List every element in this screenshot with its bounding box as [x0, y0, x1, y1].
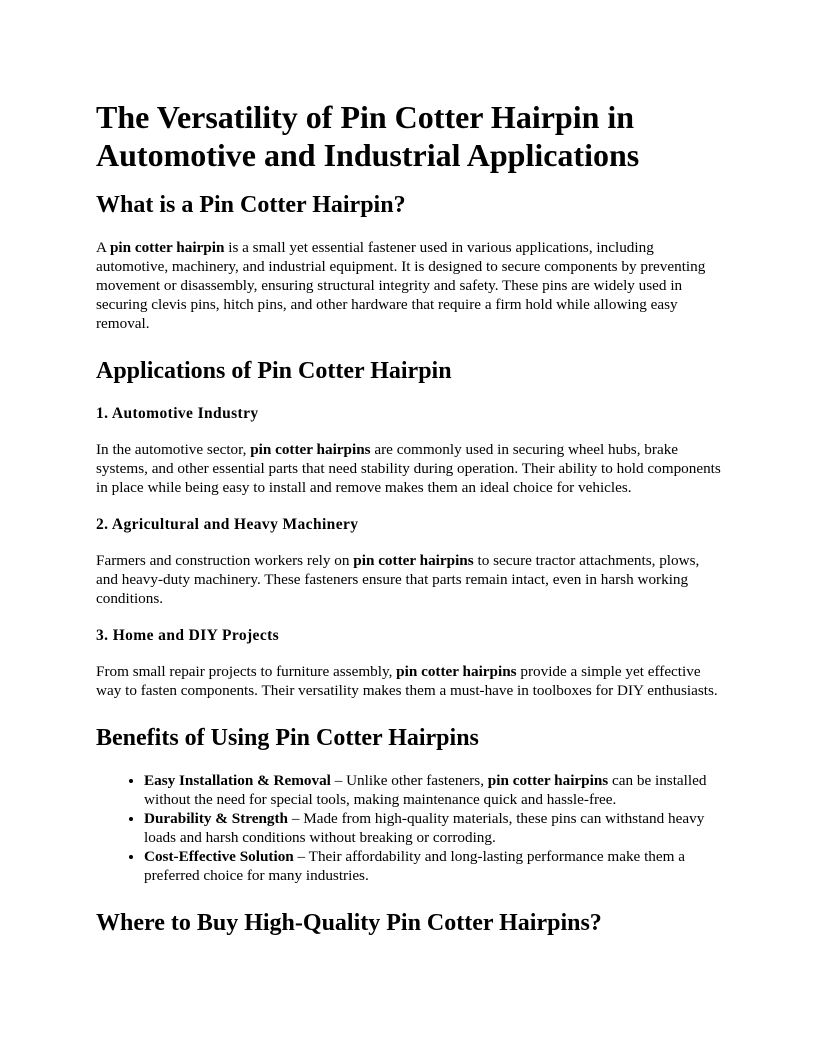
section-heading-where: Where to Buy High-Quality Pin Cotter Hairpins? [96, 910, 602, 936]
section-heading-benefits: Benefits of Using Pin Cotter Hairpins [96, 725, 479, 751]
subheading-automotive: 1. Automotive Industry [96, 405, 259, 422]
list-item [144, 771, 722, 809]
benefits-list [96, 771, 722, 885]
bold-term: Durability & Strength [144, 810, 289, 827]
paragraph-home-diy [96, 662, 722, 700]
text-run: to secure tractor attachments, plows, and heavy-duty machinery. These fasteners ensure that parts remain intact, even in harsh working conditions. [96, 552, 700, 607]
text-run: is a small yet essential fastener used in various applications, including automotive, machinery, and industrial equipment. It is designed to secure components by preventing movement or disassembly, ensuring structural integrity and safety. These pins are widely used in securing clevis pins, hitch pins, and other hardware that require a firm hold while allowing easy removal. [96, 239, 706, 332]
subheading-home-diy: 3. Home and DIY Projects [96, 627, 280, 644]
text-run: are commonly used in securing wheel hubs, brake systems, and other essential parts that need stability during operation. Their ability to hold components in place while being easy to install and remove makes them an ideal choice for vehicles. [96, 441, 721, 496]
bold-term: pin cotter hairpins [396, 663, 517, 680]
text-run: – Made from high-quality materials, these pins can withstand heavy loads and harsh conditions without breaking or corroding. [144, 810, 705, 846]
document-content [96, 98, 722, 937]
text-run: A [96, 239, 110, 256]
section-heading-applications: Applications of Pin Cotter Hairpin [96, 358, 452, 384]
bold-term: pin cotter hairpin [109, 239, 225, 256]
text-run: From small repair projects to furniture assembly, [96, 663, 397, 680]
page-title: The Versatility of Pin Cotter Hairpin in Automotive and Industrial Applications [96, 99, 640, 173]
section-heading-what: What is a Pin Cotter Hairpin? [96, 192, 406, 218]
paragraph-what [96, 238, 722, 333]
bold-term: pin cotter hairpins [250, 441, 371, 458]
bold-term: pin cotter hairpins [487, 772, 609, 789]
text-run: – Their affordability and long-lasting performance make them a preferred choice for many industries. [144, 848, 685, 884]
text-run: provide a simple yet effective way to fasten components. Their versatility makes them a must-have in toolboxes for DIY enthusiasts. [96, 663, 718, 699]
paragraph-agricultural [96, 551, 722, 608]
text-run: – Unlike other fasteners, [330, 772, 488, 789]
text-run: can be installed without the need for special tools, making maintenance quick and hassle-free. [144, 772, 707, 808]
subheading-agricultural: 2. Agricultural and Heavy Machinery [96, 516, 359, 533]
list-item [144, 809, 722, 847]
paragraph-automotive [96, 440, 722, 497]
list-item [144, 847, 722, 885]
bold-term: Easy Installation & Removal [144, 772, 331, 789]
bold-term: Cost-Effective Solution [144, 848, 294, 865]
text-run: In the automotive sector, [96, 441, 251, 458]
bold-term: pin cotter hairpins [353, 552, 474, 569]
text-run: Farmers and construction workers rely on [96, 552, 354, 569]
